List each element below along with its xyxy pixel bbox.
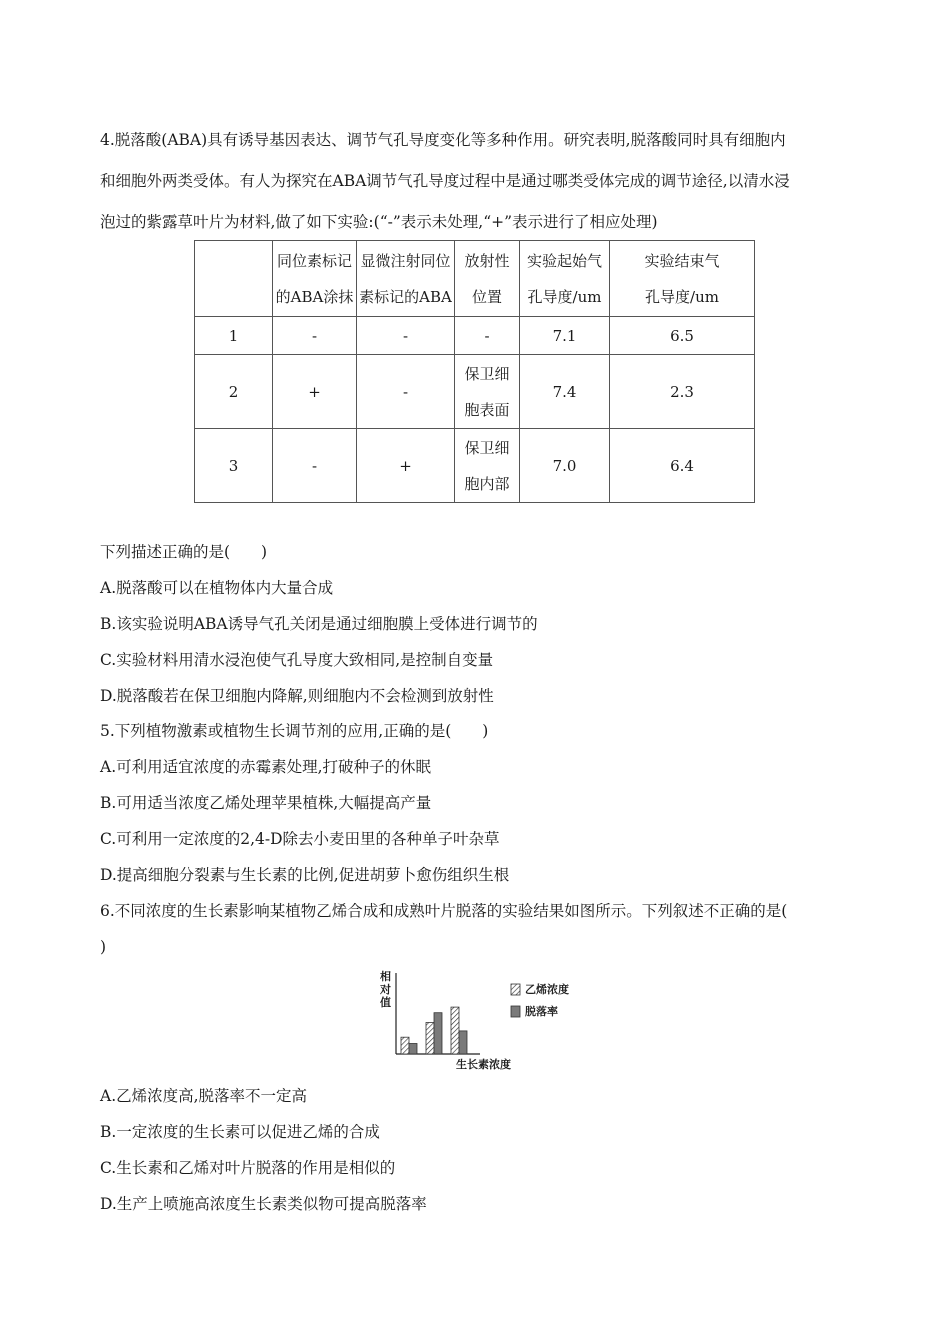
header-cell: 放射性 位置 (455, 241, 520, 317)
ethylene-bar-2 (426, 1023, 434, 1055)
q6-option-d: D.生产上喷施高浓度生长素类似物可提高脱落率 (100, 1195, 427, 1213)
table-cell: 7.0 (520, 429, 610, 503)
table-header-row (195, 241, 755, 317)
q6-stem-end: ) (100, 938, 107, 956)
y-axis-label-2: 对 (380, 983, 391, 996)
x-axis-label: 生长素浓度 (456, 1058, 511, 1071)
legend-swatch-ethylene (511, 984, 520, 995)
q5-option-a: A.可利用适宜浓度的赤霉素处理,打破种子的休眠 (100, 758, 432, 776)
q4-option-c: C.实验材料用清水浸泡使气孔导度大致相同,是控制自变量 (100, 651, 494, 669)
abscission-bar-2 (434, 1013, 442, 1054)
legend-label-abscission: 脱落率 (525, 1005, 558, 1018)
legend-label-ethylene: 乙烯浓度 (525, 983, 569, 996)
bars-group (401, 1007, 467, 1054)
y-axis-label-1: 相 (380, 970, 391, 983)
table-row (195, 429, 755, 503)
q6-option-a: A.乙烯浓度高,脱落率不一定高 (100, 1087, 308, 1105)
q5-option-b: B.可用适当浓度乙烯处理苹果植株,大幅提高产量 (100, 794, 432, 812)
header-cell: 同位素标记 的ABA涂抹 (273, 241, 357, 317)
table-cell: 2 (195, 355, 273, 429)
q5-stem: 5.下列植物激素或植物生长调节剂的应用,正确的是( ) (100, 722, 489, 740)
table-cell: 1 (195, 317, 273, 355)
table-cell: 7.1 (520, 317, 610, 355)
q4-stem: 下列描述正确的是( ) (100, 543, 268, 561)
y-axis-label-3: 值 (380, 996, 391, 1009)
header-cell: 实验起始气 孔导度/um (520, 241, 610, 317)
abscission-bar-1 (409, 1044, 417, 1055)
table-cell: - (357, 355, 455, 429)
q4-option-b: B.该实验说明ABA诱导气孔关闭是通过细胞膜上受体进行调节的 (100, 615, 538, 633)
table-row (195, 317, 755, 355)
table-cell: 保卫细 胞内部 (455, 429, 520, 503)
table-cell: 保卫细 胞表面 (455, 355, 520, 429)
q5-option-c: C.可利用一定浓度的2,4-D除去小麦田里的各种单子叶杂草 (100, 830, 500, 848)
table-cell: 6.4 (610, 429, 755, 503)
table-cell: 7.4 (520, 355, 610, 429)
q4-option-d: D.脱落酸若在保卫细胞内降解,则细胞内不会检测到放射性 (100, 687, 494, 705)
experiment-table (194, 240, 755, 503)
legend-swatch-abscission (511, 1006, 520, 1017)
q5-option-d: D.提高细胞分裂素与生长素的比例,促进胡萝卜愈伤组织生根 (100, 866, 510, 884)
header-cell: 实验结束气 孔导度/um (610, 241, 755, 317)
table-cell: - (357, 317, 455, 355)
table-cell: 2.3 (610, 355, 755, 429)
header-cell: 显微注射同位 素标记的ABA (357, 241, 455, 317)
q4-option-a: A.脱落酸可以在植物体内大量合成 (100, 579, 334, 597)
bar-chart (372, 970, 582, 1080)
table-cell: - (455, 317, 520, 355)
q6-option-c: C.生长素和乙烯对叶片脱落的作用是相似的 (100, 1159, 396, 1177)
table-cell: 3 (195, 429, 273, 503)
table-row (195, 355, 755, 429)
q4-line-3: 泡过的紫露草叶片为材料,做了如下实验:(“-”表示未处理,“+”表示进行了相应处理) (100, 213, 658, 231)
table-cell: 6.5 (610, 317, 755, 355)
q4-line-1: 4.脱落酸(ABA)具有诱导基因表达、调节气孔导度变化等多种作用。研究表明,脱落酸同时具有细胞内 (100, 131, 786, 149)
abscission-bar-3 (459, 1031, 467, 1054)
ethylene-bar-1 (401, 1037, 409, 1054)
q6-stem: 6.不同浓度的生长素影响某植物乙烯合成和成熟叶片脱落的实验结果如图所示。下列叙述不正确的是( (100, 902, 788, 920)
table-cell: - (273, 429, 357, 503)
table-cell: - (273, 317, 357, 355)
q4-line-2: 和细胞外两类受体。有人为探究在ABA调节气孔导度过程中是通过哪类受体完成的调节途径,以清水浸 (100, 172, 790, 190)
table-cell: + (357, 429, 455, 503)
q6-option-b: B.一定浓度的生长素可以促进乙烯的合成 (100, 1123, 380, 1141)
header-cell (195, 241, 273, 317)
ethylene-bar-3 (451, 1007, 459, 1054)
table-cell: + (273, 355, 357, 429)
